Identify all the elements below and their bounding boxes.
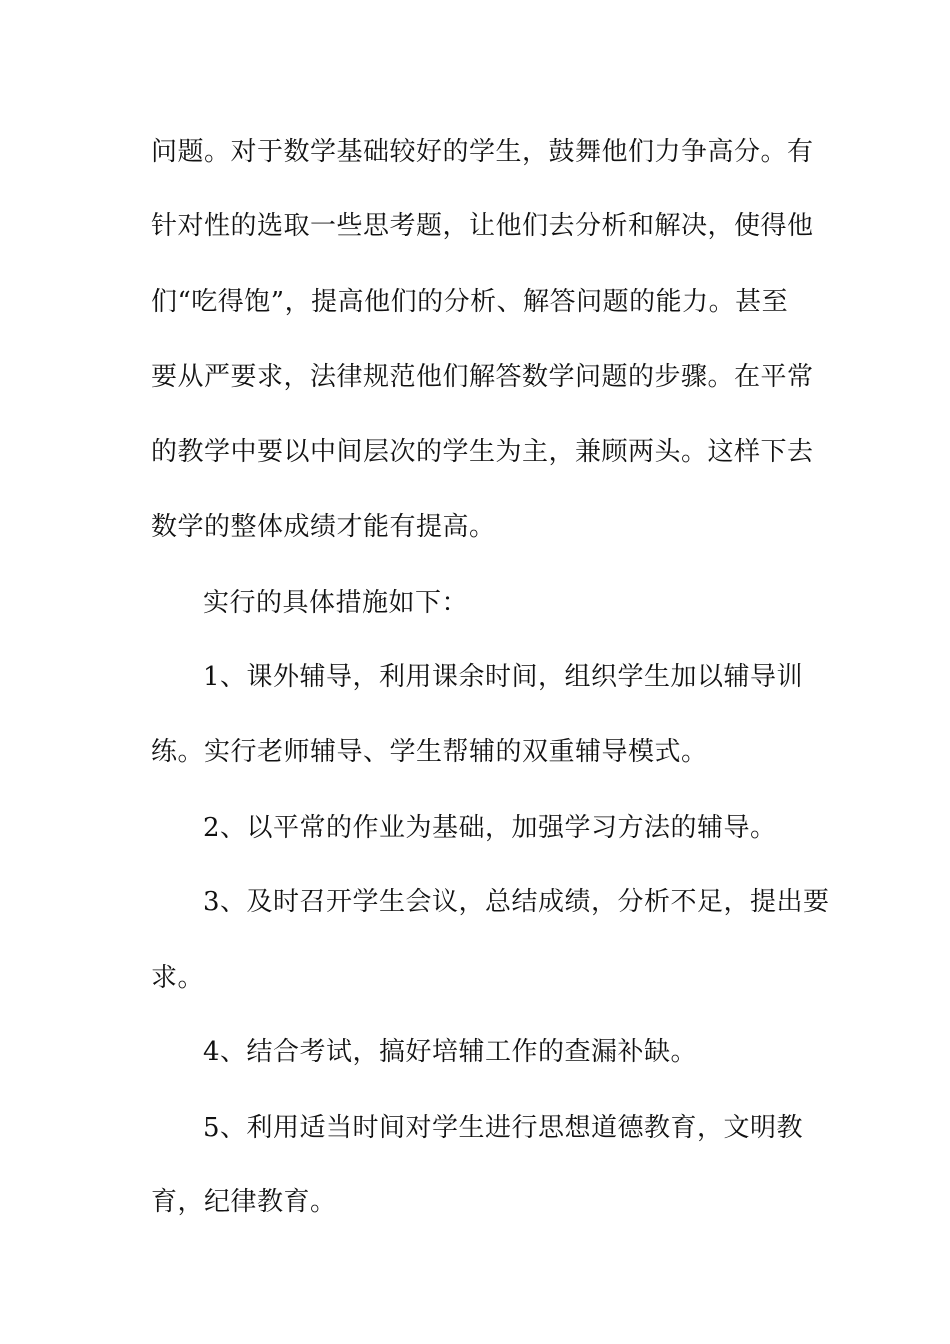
list-item-line: 1、课外辅导，利用课余时间，组织学生加以辅导训 [203, 662, 804, 692]
body-text-line: 数学的整体成绩才能有提高。 [151, 512, 496, 542]
list-item-line: 4、结合考试，搞好培辅工作的查漏补缺。 [203, 1037, 698, 1067]
list-item-line: 3、及时召开学生会议，总结成绩，分析不足，提出要 [203, 887, 830, 917]
body-text-line: 针对性的选取一些思考题，让他们去分析和解决，使得他 [151, 211, 814, 241]
section-heading-line: 实行的具体措施如下： [203, 588, 469, 618]
list-item-continuation: 育，纪律教育。 [151, 1187, 337, 1217]
list-item-continuation: 求。 [151, 963, 205, 993]
body-text-line: 们“吃得饱”，提高他们的分析、解答问题的能力。甚至 [151, 287, 789, 317]
body-text-line: 问题。对于数学基础较好的学生，鼓舞他们力争高分。有 [151, 137, 814, 167]
list-item-line: 2、以平常的作业为基础，加强学习方法的辅导。 [203, 813, 777, 843]
list-item-line: 5、利用适当时间对学生进行思想道德教育，文明教 [203, 1113, 804, 1143]
list-item-continuation: 练。实行老师辅导、学生帮辅的双重辅导模式。 [151, 737, 708, 767]
body-text-line: 的教学中要以中间层次的学生为主，兼顾两头。这样下去 [151, 437, 814, 467]
body-text-line: 要从严要求，法律规范他们解答数学问题的步骤。在平常 [151, 362, 814, 392]
